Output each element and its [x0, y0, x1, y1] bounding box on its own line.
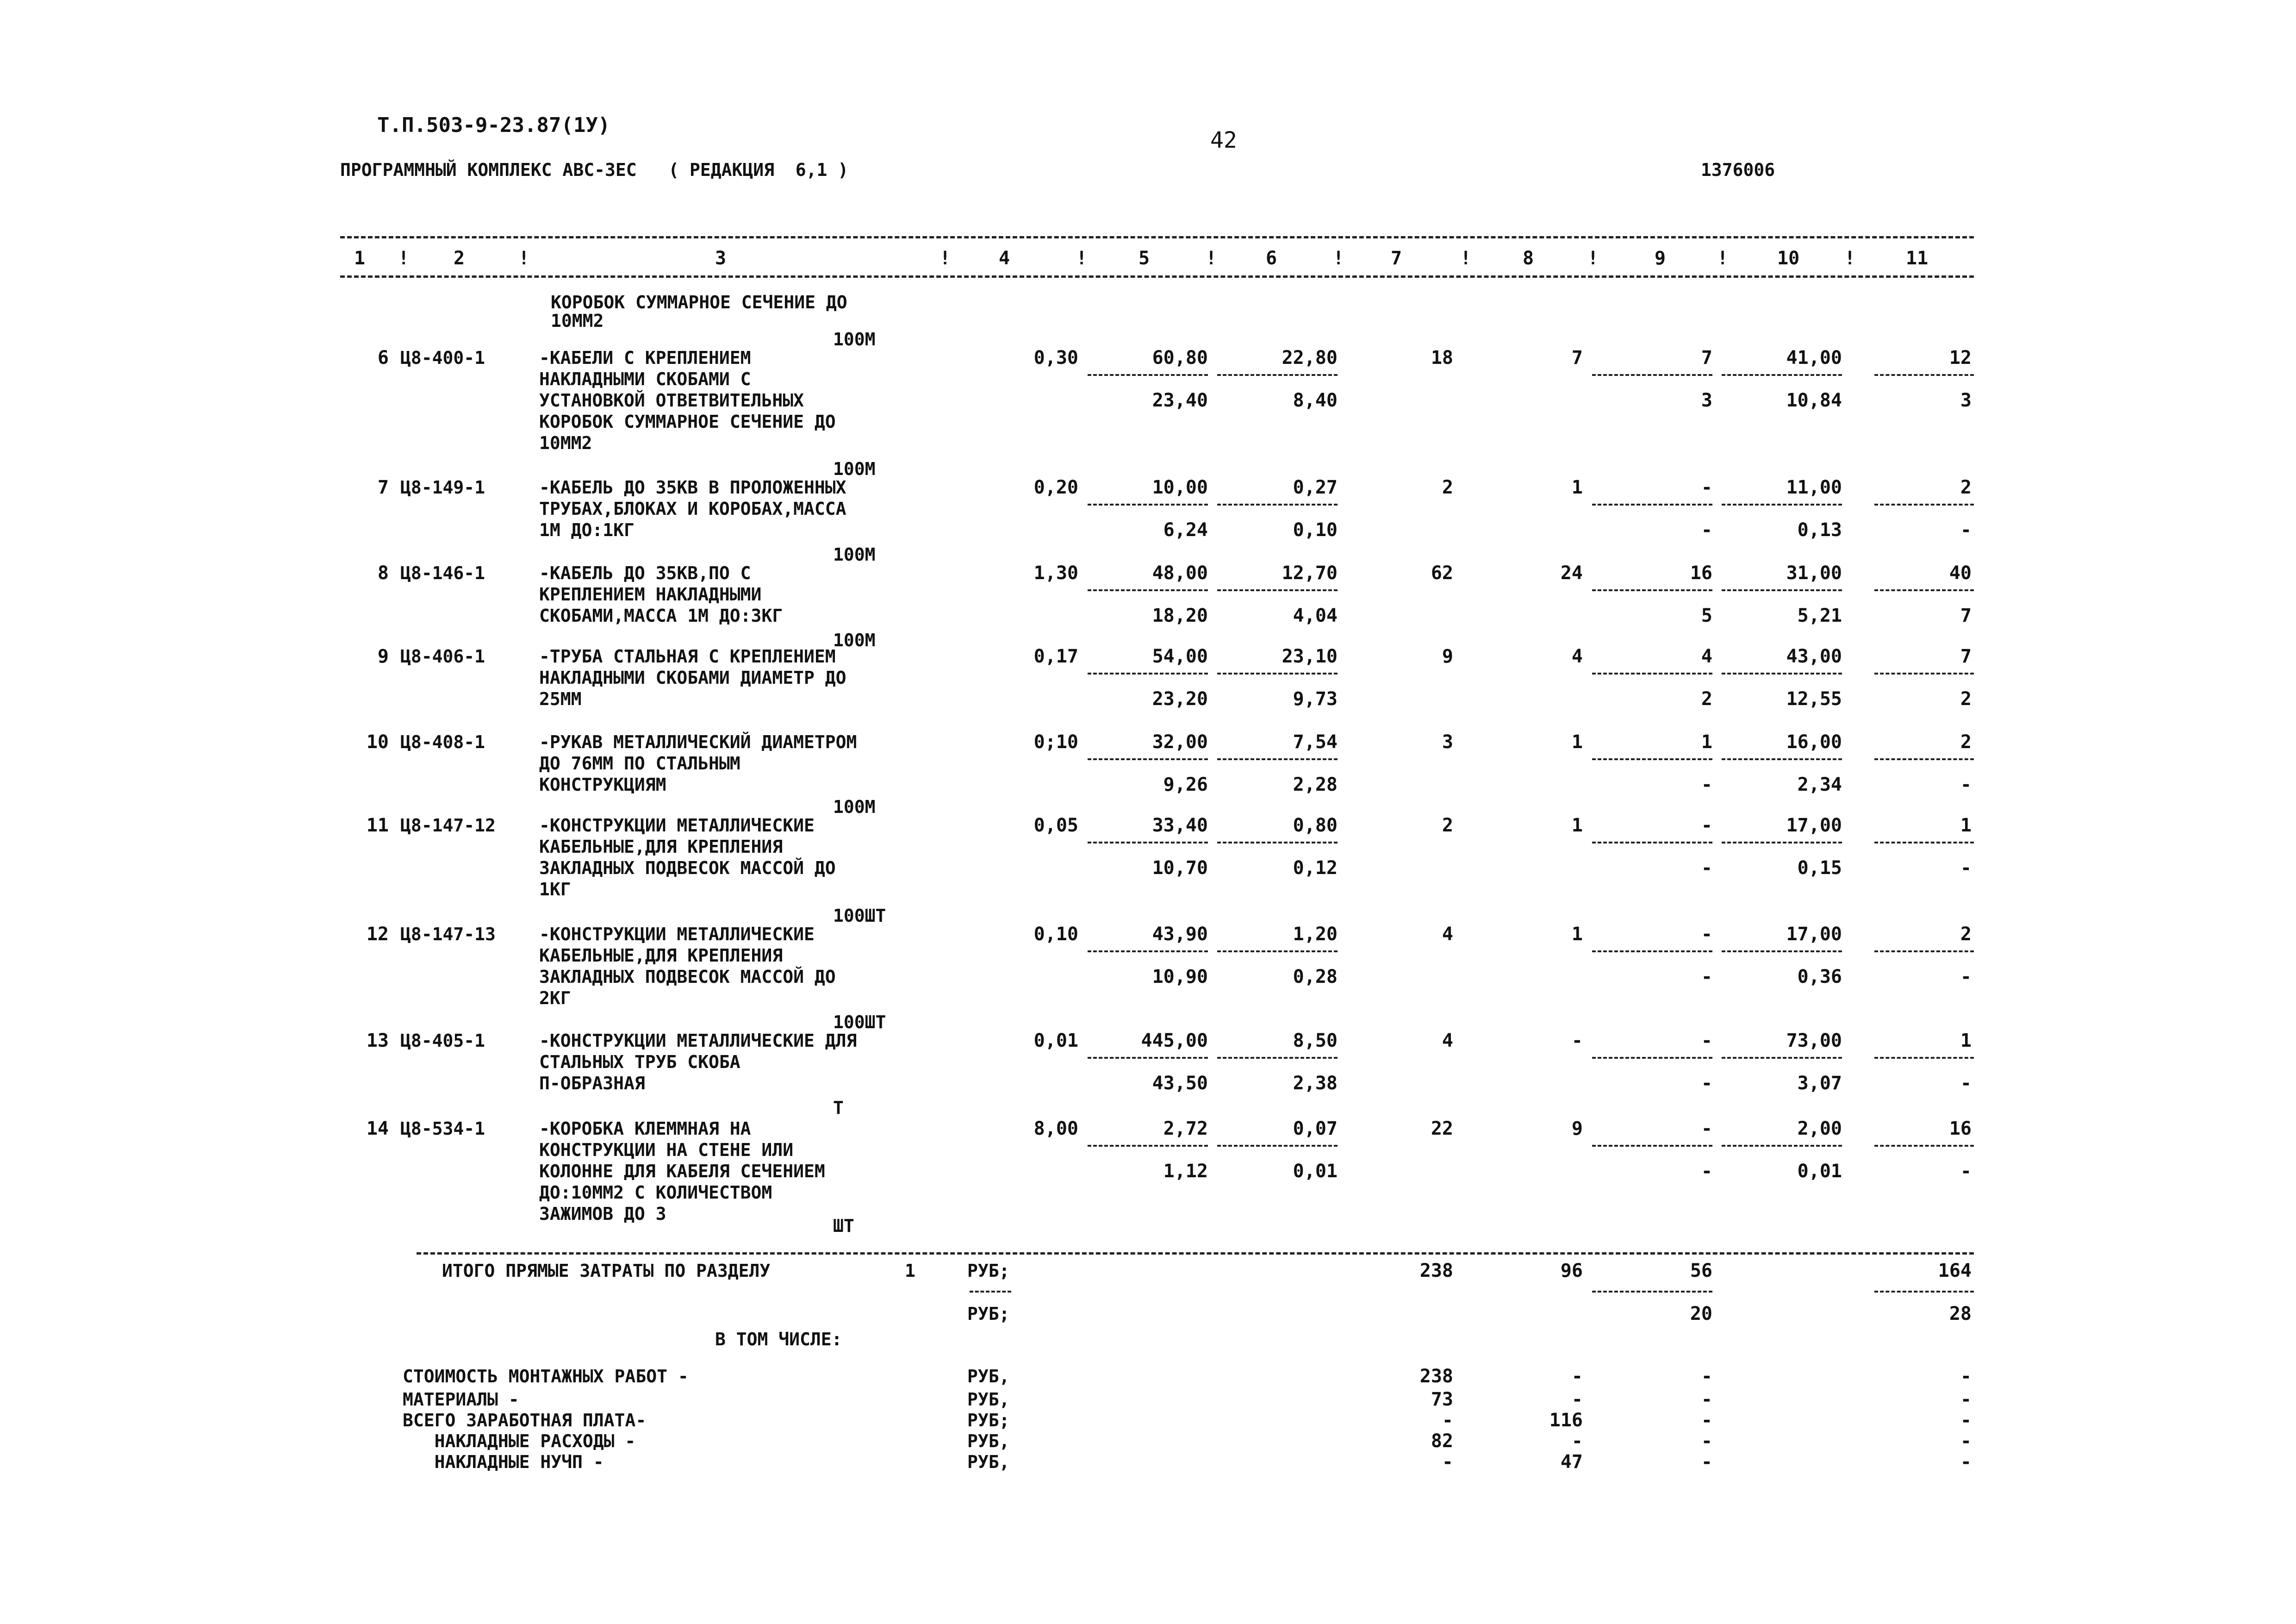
row-subrule — [1722, 842, 1842, 843]
row-col9-bottom: - — [1701, 857, 1712, 879]
summary-rub: РУБ, — [967, 1452, 1010, 1472]
row-desc-line: 10ММ2 — [539, 433, 592, 453]
row-col10-top: 2,00 — [1797, 1118, 1842, 1139]
row-col5-top: 43,90 — [1152, 924, 1208, 945]
row-col7: 62 — [1431, 562, 1453, 584]
row-col11-top: 7 — [1960, 646, 1972, 667]
summary-label: НАКЛАДНЫЕ НУЧП - — [403, 1452, 604, 1472]
row-col11-top: 1 — [1960, 1030, 1972, 1051]
col-separator: ! — [1717, 248, 1729, 269]
row-desc-line: 1М ДО:1КГ — [539, 520, 635, 540]
row-desc-line: ДО 76ММ ПО СТАЛЬНЫМ — [539, 753, 740, 774]
row-col5-bottom: 43,50 — [1152, 1073, 1208, 1094]
col-header: 3 — [715, 248, 727, 269]
col-separator: ! — [1333, 248, 1344, 269]
summary-col8: - — [1571, 1389, 1583, 1410]
row-subrule — [1217, 1145, 1338, 1147]
row-col6-bottom: 2,38 — [1293, 1073, 1338, 1094]
row-col10-top: 17,00 — [1786, 924, 1842, 945]
row-col9-bottom: - — [1701, 966, 1712, 987]
totals-col11-top: 164 — [1938, 1260, 1972, 1281]
row-col9-bottom: 3 — [1701, 390, 1712, 411]
row-col11-bottom: - — [1960, 1161, 1972, 1182]
summary-col11: - — [1960, 1366, 1972, 1387]
row-subrule — [1722, 589, 1842, 591]
summary-rub: РУБ; — [967, 1410, 1010, 1430]
row-subrule — [1722, 950, 1842, 952]
row-subrule — [1592, 673, 1712, 675]
summary-rub: РУБ, — [967, 1366, 1010, 1387]
summary-col7: - — [1442, 1410, 1453, 1431]
row-desc-line: 25ММ — [539, 689, 582, 709]
row-col5-top: 60,80 — [1152, 347, 1208, 369]
summary-col9: - — [1701, 1389, 1712, 1410]
col-header: 6 — [1266, 248, 1277, 269]
totals-rub-rule — [970, 1291, 1011, 1293]
row-subrule — [1217, 758, 1338, 760]
row-subrule — [1592, 758, 1712, 760]
document-id: 1376006 — [1701, 160, 1775, 180]
row-col7: 4 — [1442, 1030, 1453, 1051]
program-line: ПРОГРАММНЫЙ КОМПЛЕКС АВС-3ЕС ( РЕДАКЦИЯ 6,1 ) — [340, 160, 849, 180]
row-col10-top: 41,00 — [1786, 347, 1842, 369]
row-col6-top: 23,10 — [1282, 646, 1338, 667]
row-desc-line: 2КГ — [539, 988, 571, 1008]
row-col5-top: 33,40 — [1152, 815, 1208, 836]
totals-col11-bottom: 28 — [1949, 1303, 1972, 1324]
row-code: Ц8-147-12 — [400, 815, 496, 836]
row-col5-top: 10,00 — [1152, 477, 1208, 498]
row-col10-bottom: 5,21 — [1797, 605, 1842, 626]
row-unit: 100М — [833, 329, 876, 350]
row-col7: 22 — [1431, 1118, 1453, 1139]
row-subrule — [1874, 504, 1974, 506]
row-unit: 100М — [833, 459, 876, 479]
row-col10-bottom: 3,07 — [1797, 1073, 1842, 1094]
row-unit: ШТ — [833, 1216, 854, 1236]
col-header: 9 — [1655, 248, 1666, 269]
totals-label: ИТОГО ПРЯМЫЕ ЗАТРАТЫ ПО РАЗДЕЛУ — [442, 1261, 771, 1281]
summary-label: ВСЕГО ЗАРАБОТНАЯ ПЛАТА- — [403, 1410, 647, 1430]
row-subrule — [1592, 589, 1712, 591]
row-col11-bottom: 3 — [1960, 390, 1972, 411]
summary-col11: - — [1960, 1389, 1972, 1410]
summary-col11: - — [1960, 1451, 1972, 1473]
row-col6-top: 12,70 — [1282, 562, 1338, 584]
row-col9-top: - — [1701, 815, 1712, 836]
row-col11-bottom: 2 — [1960, 688, 1972, 710]
col-separator: ! — [1587, 248, 1599, 269]
summary-col8: - — [1571, 1430, 1583, 1452]
summary-rub: РУБ, — [967, 1389, 1010, 1410]
row-col8: 24 — [1560, 562, 1583, 584]
row-qty: 0,10 — [1033, 924, 1078, 945]
row-col5-top: 2,72 — [1163, 1118, 1208, 1139]
row-number: 6 — [377, 347, 389, 369]
row-subrule — [1592, 1145, 1712, 1147]
col-header: 11 — [1906, 248, 1929, 269]
col-header: 4 — [999, 248, 1010, 269]
row-number: 10 — [366, 731, 389, 753]
row-desc-line: КОНСТРУКЦИЯМ — [539, 775, 666, 795]
row-col5-top: 54,00 — [1152, 646, 1208, 667]
row-unit: Т — [833, 1098, 844, 1118]
row-col11-bottom: - — [1960, 966, 1972, 987]
summary-col8: 116 — [1549, 1410, 1583, 1431]
row-col5-bottom: 23,20 — [1152, 688, 1208, 710]
row-unit: 100М — [833, 797, 876, 817]
row-code: Ц8-408-1 — [400, 732, 485, 752]
totals-col7: 238 — [1419, 1260, 1453, 1281]
totals-col11-rule — [1874, 1291, 1974, 1293]
summary-col8: 47 — [1560, 1451, 1583, 1473]
row-desc-line: 1КГ — [539, 879, 571, 899]
summary-label: НАКЛАДНЫЕ РАСХОДЫ - — [403, 1431, 636, 1451]
row-number: 8 — [377, 562, 389, 584]
row-qty: 1,30 — [1033, 562, 1078, 584]
row-desc-line: ДО:10ММ2 С КОЛИЧЕСТВОМ — [539, 1182, 772, 1203]
row-col5-top: 445,00 — [1141, 1030, 1208, 1051]
continued-desc-line: КОРОБОК СУММАРНОЕ СЕЧЕНИЕ ДО — [551, 292, 847, 312]
row-number: 14 — [366, 1118, 389, 1139]
row-col11-top: 2 — [1960, 924, 1972, 945]
col-separator: ! — [1206, 248, 1217, 269]
row-subrule — [1088, 950, 1208, 952]
row-col8: 4 — [1571, 646, 1583, 667]
row-col8: 1 — [1571, 924, 1583, 945]
table-top-rule — [340, 236, 1974, 238]
row-col8: 9 — [1571, 1118, 1583, 1139]
row-col7: 2 — [1442, 477, 1453, 498]
row-col9-top: 16 — [1690, 562, 1712, 584]
table-header-rule — [340, 275, 1974, 278]
row-col6-bottom: 0,12 — [1293, 857, 1338, 879]
row-col8: 7 — [1571, 347, 1583, 369]
summary-col9: - — [1701, 1451, 1712, 1473]
row-desc-line: -КОНСТРУКЦИИ МЕТАЛЛИЧЕСКИЕ ДЛЯ — [539, 1031, 857, 1051]
row-subrule — [1874, 950, 1974, 952]
row-qty: 0,30 — [1033, 347, 1078, 369]
document-code: Т.П.503-9-23.87(1У) — [377, 113, 610, 137]
row-col8: 1 — [1571, 815, 1583, 836]
row-code: Ц8-406-1 — [400, 646, 485, 667]
row-col9-top: - — [1701, 924, 1712, 945]
totals-col9-rule — [1592, 1291, 1712, 1293]
row-col5-bottom: 6,24 — [1163, 519, 1208, 541]
row-col11-top: 1 — [1960, 815, 1972, 836]
row-qty: 8,00 — [1033, 1118, 1078, 1139]
row-subrule — [1088, 1145, 1208, 1147]
row-col5-top: 32,00 — [1152, 731, 1208, 753]
row-col9-bottom: - — [1701, 519, 1712, 541]
row-code: Ц8-146-1 — [400, 563, 485, 583]
summary-col11: - — [1960, 1430, 1972, 1452]
row-col11-bottom: - — [1960, 857, 1972, 879]
row-unit: 100М — [833, 630, 876, 650]
col-separator: ! — [1076, 248, 1088, 269]
row-col5-bottom: 10,90 — [1152, 966, 1208, 987]
row-desc-line: ТРУБАХ,БЛОКАХ И КОРОБАХ,МАССА — [539, 499, 846, 519]
row-desc-line: П-ОБРАЗНАЯ — [539, 1073, 645, 1093]
row-col9-top: - — [1701, 1118, 1712, 1139]
row-subrule — [1217, 374, 1338, 376]
row-subrule — [1874, 842, 1974, 843]
row-subrule — [1874, 1057, 1974, 1059]
row-col6-bottom: 4,04 — [1293, 605, 1338, 626]
row-subrule — [1722, 374, 1842, 376]
row-desc-line: ЗАКЛАДНЫХ ПОДВЕСОК МАССОЙ ДО — [539, 858, 836, 878]
summary-col7: 238 — [1419, 1366, 1453, 1387]
col-header: 10 — [1777, 248, 1800, 269]
row-subrule — [1088, 1057, 1208, 1059]
row-col9-bottom: - — [1701, 1161, 1712, 1182]
row-qty: 0;10 — [1033, 731, 1078, 753]
row-col10-bottom: 0,15 — [1797, 857, 1842, 879]
row-subrule — [1592, 1057, 1712, 1059]
row-subrule — [1722, 1145, 1842, 1147]
row-subrule — [1217, 673, 1338, 675]
row-col5-bottom: 1,12 — [1163, 1161, 1208, 1182]
col-separator: ! — [1844, 248, 1856, 269]
col-header: 7 — [1391, 248, 1402, 269]
row-subrule — [1088, 758, 1208, 760]
row-desc-line: КАБЕЛЬНЫЕ,ДЛЯ КРЕПЛЕНИЯ — [539, 837, 783, 857]
row-col11-top: 40 — [1949, 562, 1972, 584]
row-col6-bottom: 8,40 — [1293, 390, 1338, 411]
row-col7: 3 — [1442, 731, 1453, 753]
row-col11-bottom: 7 — [1960, 605, 1972, 626]
row-desc-line: -КОНСТРУКЦИИ МЕТАЛЛИЧЕСКИЕ — [539, 815, 815, 836]
row-col8: 1 — [1571, 477, 1583, 498]
row-subrule — [1592, 950, 1712, 952]
row-desc-line: ЗАКЛАДНЫХ ПОДВЕСОК МАССОЙ ДО — [539, 967, 836, 987]
col-separator: ! — [398, 248, 410, 269]
row-subrule — [1874, 589, 1974, 591]
row-desc-line: КОЛОННЕ ДЛЯ КАБЕЛЯ СЕЧЕНИЕМ — [539, 1161, 825, 1181]
totals-rub-1: РУБ; — [967, 1261, 1010, 1281]
row-col5-top: 48,00 — [1152, 562, 1208, 584]
row-desc-line: -КАБЕЛЬ ДО 35КВ В ПРОЛОЖЕННЫХ — [539, 477, 846, 498]
row-col6-bottom: 9,73 — [1293, 688, 1338, 710]
row-desc-line: НАКЛАДНЫМИ СКОБАМИ С — [539, 369, 751, 389]
row-subrule — [1722, 504, 1842, 506]
row-col10-bottom: 0,36 — [1797, 966, 1842, 987]
row-subrule — [1088, 673, 1208, 675]
row-col9-top: 1 — [1701, 731, 1712, 753]
row-col6-top: 0,27 — [1293, 477, 1338, 498]
summary-col7: - — [1442, 1451, 1453, 1473]
row-subrule — [1874, 374, 1974, 376]
row-desc-line: УСТАНОВКОЙ ОТВЕТВИТЕЛЬНЫХ — [539, 390, 804, 411]
row-col11-top: 2 — [1960, 477, 1972, 498]
row-code: Ц8-405-1 — [400, 1031, 485, 1051]
row-col11-bottom: - — [1960, 774, 1972, 795]
row-qty: 0,20 — [1033, 477, 1078, 498]
row-col10-top: 43,00 — [1786, 646, 1842, 667]
row-col10-top: 16,00 — [1786, 731, 1842, 753]
row-subrule — [1217, 842, 1338, 843]
col-separator: ! — [940, 248, 951, 269]
totals-rub-2: РУБ; — [967, 1304, 1010, 1324]
row-col11-top: 12 — [1949, 347, 1972, 369]
totals-col8: 96 — [1560, 1260, 1583, 1281]
row-col10-top: 31,00 — [1786, 562, 1842, 584]
row-number: 13 — [366, 1030, 389, 1051]
row-subrule — [1592, 842, 1712, 843]
col-separator: ! — [1460, 248, 1472, 269]
summary-col9: - — [1701, 1430, 1712, 1452]
row-subrule — [1088, 504, 1208, 506]
row-col6-top: 0,80 — [1293, 815, 1338, 836]
row-subrule — [1217, 950, 1338, 952]
row-subrule — [1874, 758, 1974, 760]
summary-col11: - — [1960, 1410, 1972, 1431]
row-col10-bottom: 0,13 — [1797, 519, 1842, 541]
row-col7: 2 — [1442, 815, 1453, 836]
row-desc-line: КАБЕЛЬНЫЕ,ДЛЯ КРЕПЛЕНИЯ — [539, 945, 783, 966]
row-desc-line: КРЕПЛЕНИЕМ НАКЛАДНЫМИ — [539, 584, 762, 605]
row-code: Ц8-534-1 — [400, 1118, 485, 1139]
table-bottom-rule — [417, 1252, 1974, 1255]
col-header: 8 — [1523, 248, 1534, 269]
row-desc-line: -КАБЕЛИ С КРЕПЛЕНИЕМ — [539, 348, 751, 368]
row-col9-bottom: 5 — [1701, 605, 1712, 626]
row-number: 11 — [366, 815, 389, 836]
row-subrule — [1217, 1057, 1338, 1059]
summary-col9: - — [1701, 1410, 1712, 1431]
row-desc-line: КОНСТРУКЦИИ НА СТЕНЕ ИЛИ — [539, 1140, 794, 1160]
totals-col9-top: 56 — [1690, 1260, 1712, 1281]
row-col11-top: 2 — [1960, 731, 1972, 753]
row-col9-top: - — [1701, 477, 1712, 498]
row-subrule — [1592, 374, 1712, 376]
col-separator: ! — [518, 248, 530, 269]
row-col10-top: 17,00 — [1786, 815, 1842, 836]
row-col5-bottom: 9,26 — [1163, 774, 1208, 795]
row-desc-line: КОРОБОК СУММАРНОЕ СЕЧЕНИЕ ДО — [539, 412, 836, 432]
row-unit: 100М — [833, 544, 876, 565]
row-number: 7 — [377, 477, 389, 498]
row-col11-bottom: - — [1960, 519, 1972, 541]
row-desc-line: СКОБАМИ,МАССА 1М ДО:3КГ — [539, 606, 783, 626]
row-col10-bottom: 0,01 — [1797, 1161, 1842, 1182]
row-code: Ц8-147-13 — [400, 924, 496, 944]
row-desc-line: -ТРУБА СТАЛЬНАЯ С КРЕПЛЕНИЕМ — [539, 646, 836, 667]
row-number: 9 — [377, 646, 389, 667]
row-desc-line: -КОНСТРУКЦИИ МЕТАЛЛИЧЕСКИЕ — [539, 924, 815, 944]
row-col5-bottom: 18,20 — [1152, 605, 1208, 626]
row-col10-top: 11,00 — [1786, 477, 1842, 498]
row-col6-top: 8,50 — [1293, 1030, 1338, 1051]
summary-col7: 73 — [1431, 1389, 1453, 1410]
row-number: 12 — [366, 924, 389, 945]
summary-col7: 82 — [1431, 1430, 1453, 1452]
row-col5-bottom: 23,40 — [1152, 390, 1208, 411]
summary-rub: РУБ, — [967, 1431, 1010, 1451]
row-desc-line: СТАЛЬНЫХ ТРУБ СКОБА — [539, 1052, 740, 1072]
row-col7: 9 — [1442, 646, 1453, 667]
row-col9-top: 4 — [1701, 646, 1712, 667]
row-subrule — [1088, 842, 1208, 843]
col-header: 1 — [354, 248, 366, 269]
page-number: 42 — [1210, 127, 1237, 153]
row-col6-bottom: 0,28 — [1293, 966, 1338, 987]
row-qty: 0,17 — [1033, 646, 1078, 667]
row-subrule — [1592, 504, 1712, 506]
row-col7: 18 — [1431, 347, 1453, 369]
row-col11-bottom: - — [1960, 1073, 1972, 1094]
row-desc-line: ЗАЖИМОВ ДО 3 — [539, 1204, 666, 1224]
row-col10-bottom: 12,55 — [1786, 688, 1842, 710]
row-col7: 4 — [1442, 924, 1453, 945]
row-col6-bottom: 2,28 — [1293, 774, 1338, 795]
row-col8: 1 — [1571, 731, 1583, 753]
row-col10-bottom: 2,34 — [1797, 774, 1842, 795]
row-col11-top: 16 — [1949, 1118, 1972, 1139]
row-code: Ц8-149-1 — [400, 477, 485, 498]
row-col9-bottom: 2 — [1701, 688, 1712, 710]
row-col6-top: 0,07 — [1293, 1118, 1338, 1139]
row-qty: 0,05 — [1033, 815, 1078, 836]
row-subrule — [1088, 374, 1208, 376]
totals-section: 1 — [905, 1261, 915, 1281]
row-col9-bottom: - — [1701, 774, 1712, 795]
row-subrule — [1874, 673, 1974, 675]
row-subrule — [1722, 758, 1842, 760]
in-total-label: В ТОМ ЧИСЛЕ: — [715, 1329, 842, 1349]
col-header: 5 — [1139, 248, 1150, 269]
row-col9-top: 7 — [1701, 347, 1712, 369]
row-subrule — [1874, 1145, 1974, 1147]
row-col6-top: 1,20 — [1293, 924, 1338, 945]
row-subrule — [1722, 673, 1842, 675]
row-col8: - — [1571, 1030, 1583, 1051]
row-col6-top: 22,80 — [1282, 347, 1338, 369]
row-subrule — [1217, 504, 1338, 506]
row-col9-top: - — [1701, 1030, 1712, 1051]
row-desc-line: -КОРОБКА КЛЕММНАЯ НА — [539, 1118, 751, 1139]
row-subrule — [1217, 589, 1338, 591]
row-unit: 100ШТ — [833, 1012, 886, 1032]
row-subrule — [1088, 589, 1208, 591]
row-col9-bottom: - — [1701, 1073, 1712, 1094]
row-col6-bottom: 0,10 — [1293, 519, 1338, 541]
row-unit: 100ШТ — [833, 906, 886, 926]
row-subrule — [1722, 1057, 1842, 1059]
row-desc-line: -РУКАВ МЕТАЛЛИЧЕСКИЙ ДИАМЕТРОМ — [539, 732, 857, 752]
row-col6-bottom: 0,01 — [1293, 1161, 1338, 1182]
summary-col8: - — [1571, 1366, 1583, 1387]
summary-label: СТОИМОСТЬ МОНТАЖНЫХ РАБОТ - — [403, 1366, 689, 1387]
row-qty: 0,01 — [1033, 1030, 1078, 1051]
row-col5-bottom: 10,70 — [1152, 857, 1208, 879]
row-col10-top: 73,00 — [1786, 1030, 1842, 1051]
col-header: 2 — [454, 248, 465, 269]
row-desc-line: НАКЛАДНЫМИ СКОБАМИ ДИАМЕТР ДО — [539, 668, 846, 688]
row-code: Ц8-400-1 — [400, 348, 485, 368]
summary-label: МАТЕРИАЛЫ - — [403, 1389, 519, 1410]
row-desc-line: -КАБЕЛЬ ДО 35КВ,ПО С — [539, 563, 751, 583]
summary-col9: - — [1701, 1366, 1712, 1387]
row-col6-top: 7,54 — [1293, 731, 1338, 753]
continued-desc-line: 10ММ2 — [551, 311, 604, 331]
totals-col9-bottom: 20 — [1690, 1303, 1712, 1324]
row-col10-bottom: 10,84 — [1786, 390, 1842, 411]
